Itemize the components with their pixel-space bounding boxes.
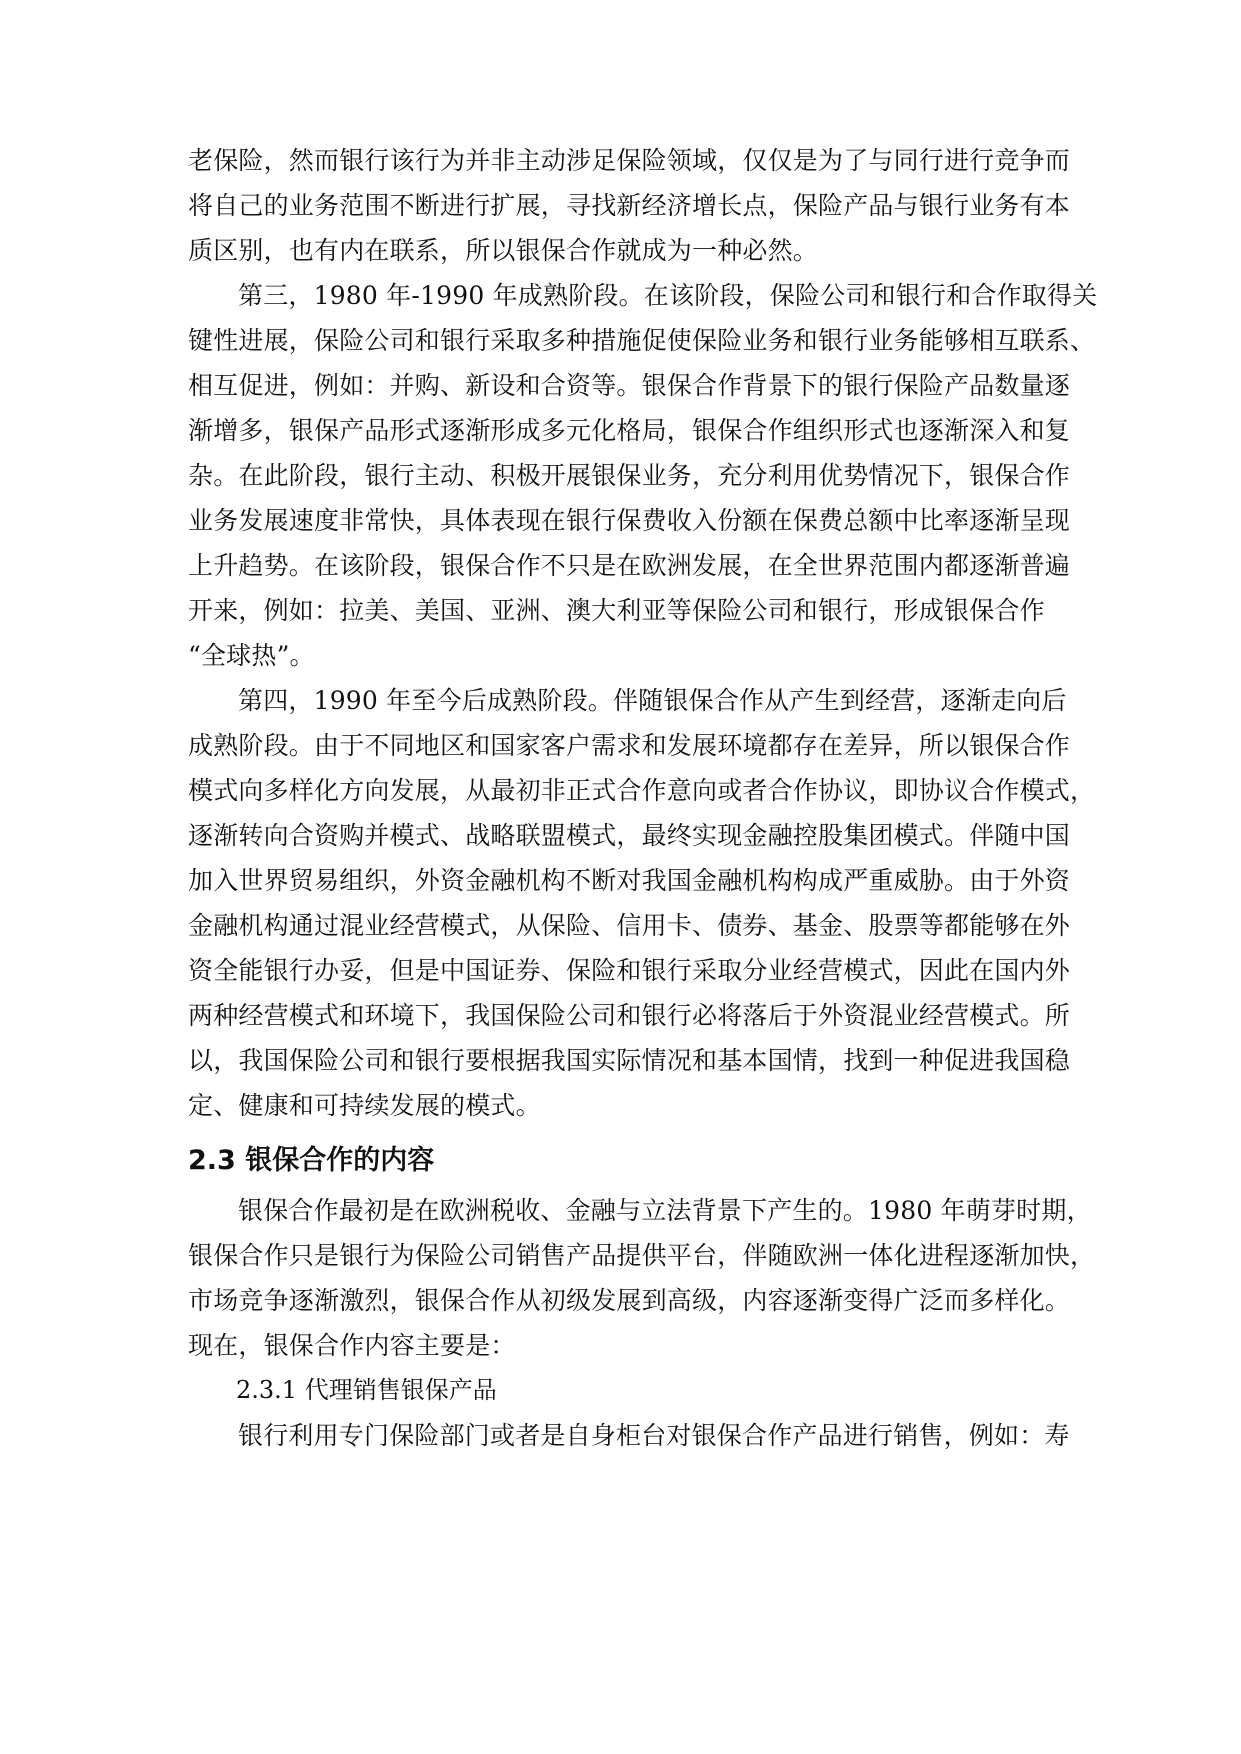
- subsection-heading: 2.3.1 代理销售银保产品: [236, 1376, 497, 1404]
- text-line: “全球热”。: [188, 641, 315, 670]
- paragraph-section-intro: [188, 1188, 1096, 1368]
- text-line: 第三，1980 年-1990 年成熟阶段。在该阶段，保险公司和银行和合作取得关: [238, 281, 1098, 310]
- text-line: 逐渐转向合资购并模式、战略联盟模式，最终实现金融控股集团模式。伴随中国: [188, 821, 1071, 850]
- text-line: 第四，1990 年至今后成熟阶段。伴随银保合作从产生到经营，逐渐走向后: [238, 686, 1067, 715]
- text-line: 上升趋势。在该阶段，银保合作不只是在欧洲发展，在全世界范围内都逐渐普遍: [188, 551, 1071, 580]
- paragraph-continued: [188, 138, 1071, 273]
- section-heading: 2.3 银保合作的内容: [188, 1145, 435, 1176]
- text-line: 渐增多，银保产品形式逐渐形成多元化格局，银保合作组织形式也逐渐深入和复: [188, 416, 1071, 445]
- text-line: 银保合作只是银行为保险公司销售产品提供平台，伴随欧洲一体化进程逐渐加快，: [188, 1241, 1096, 1270]
- text-line: 金融机构通过混业经营模式，从保险、信用卡、债券、基金、股票等都能够在外: [188, 911, 1071, 940]
- text-line: 业务发展速度非常快，具体表现在银行保费收入份额在保费总额中比率逐渐呈现: [188, 506, 1071, 535]
- text-line: 以，我国保险公司和银行要根据我国实际情况和基本国情，找到一种促进我国稳: [188, 1046, 1071, 1075]
- text-line: 成熟阶段。由于不同地区和国家客户需求和发展环境都存在差异，所以银保合作: [188, 731, 1071, 760]
- paragraph-third-stage: [188, 273, 1098, 678]
- text-line: 键性进展，保险公司和银行采取多种措施促使保险业务和银行业务能够相互联系、: [188, 326, 1096, 355]
- text-line: 将自己的业务范围不断进行扩展，寻找新经济增长点，保险产品与银行业务有本: [188, 191, 1071, 220]
- text-line: 相互促进，例如：并购、新设和合资等。银保合作背景下的银行保险产品数量逐: [188, 371, 1071, 400]
- text-line: 市场竞争逐渐激烈，银保合作从初级发展到高级，内容逐渐变得广泛而多样化。: [188, 1286, 1071, 1315]
- text-line: 两种经营模式和环境下，我国保险公司和银行必将落后于外资混业经营模式。所: [188, 1001, 1071, 1030]
- text-line: 资全能银行办妥，但是中国证券、保险和银行采取分业经营模式，因此在国内外: [188, 956, 1071, 985]
- text-line: 银保合作最初是在欧洲税收、金融与立法背景下产生的。1980 年萌芽时期，: [238, 1196, 1092, 1225]
- text-line: 开来，例如：拉美、美国、亚洲、澳大利亚等保险公司和银行，形成银保合作: [188, 596, 1045, 625]
- text-line: 质区别，也有内在联系，所以银保合作就成为一种必然。: [188, 236, 819, 265]
- text-line: 现在，银保合作内容主要是：: [188, 1331, 516, 1360]
- text-line: 模式向多样化方向发展，从最初非正式合作意向或者合作协议，即协议合作模式，: [188, 776, 1096, 805]
- text-line: 银行利用专门保险部门或者是自身柜台对银保合作产品进行销售，例如：寿: [238, 1421, 1070, 1450]
- paragraph-subsection: [188, 1413, 1070, 1458]
- text-line: 加入世界贸易组织，外资金融机构不断对我国金融机构构成严重威胁。由于外资: [188, 866, 1071, 895]
- paragraph-fourth-stage: [188, 678, 1096, 1128]
- text-line: 定、健康和可持续发展的模式。: [188, 1091, 541, 1120]
- document-page: [188, 138, 1098, 1458]
- text-line: 老保险，然而银行该行为并非主动涉足保险领域，仅仅是为了与同行进行竞争而: [188, 146, 1071, 175]
- text-line: 杂。在此阶段，银行主动、积极开展银保业务，充分利用优势情况下，银保合作: [188, 461, 1071, 490]
